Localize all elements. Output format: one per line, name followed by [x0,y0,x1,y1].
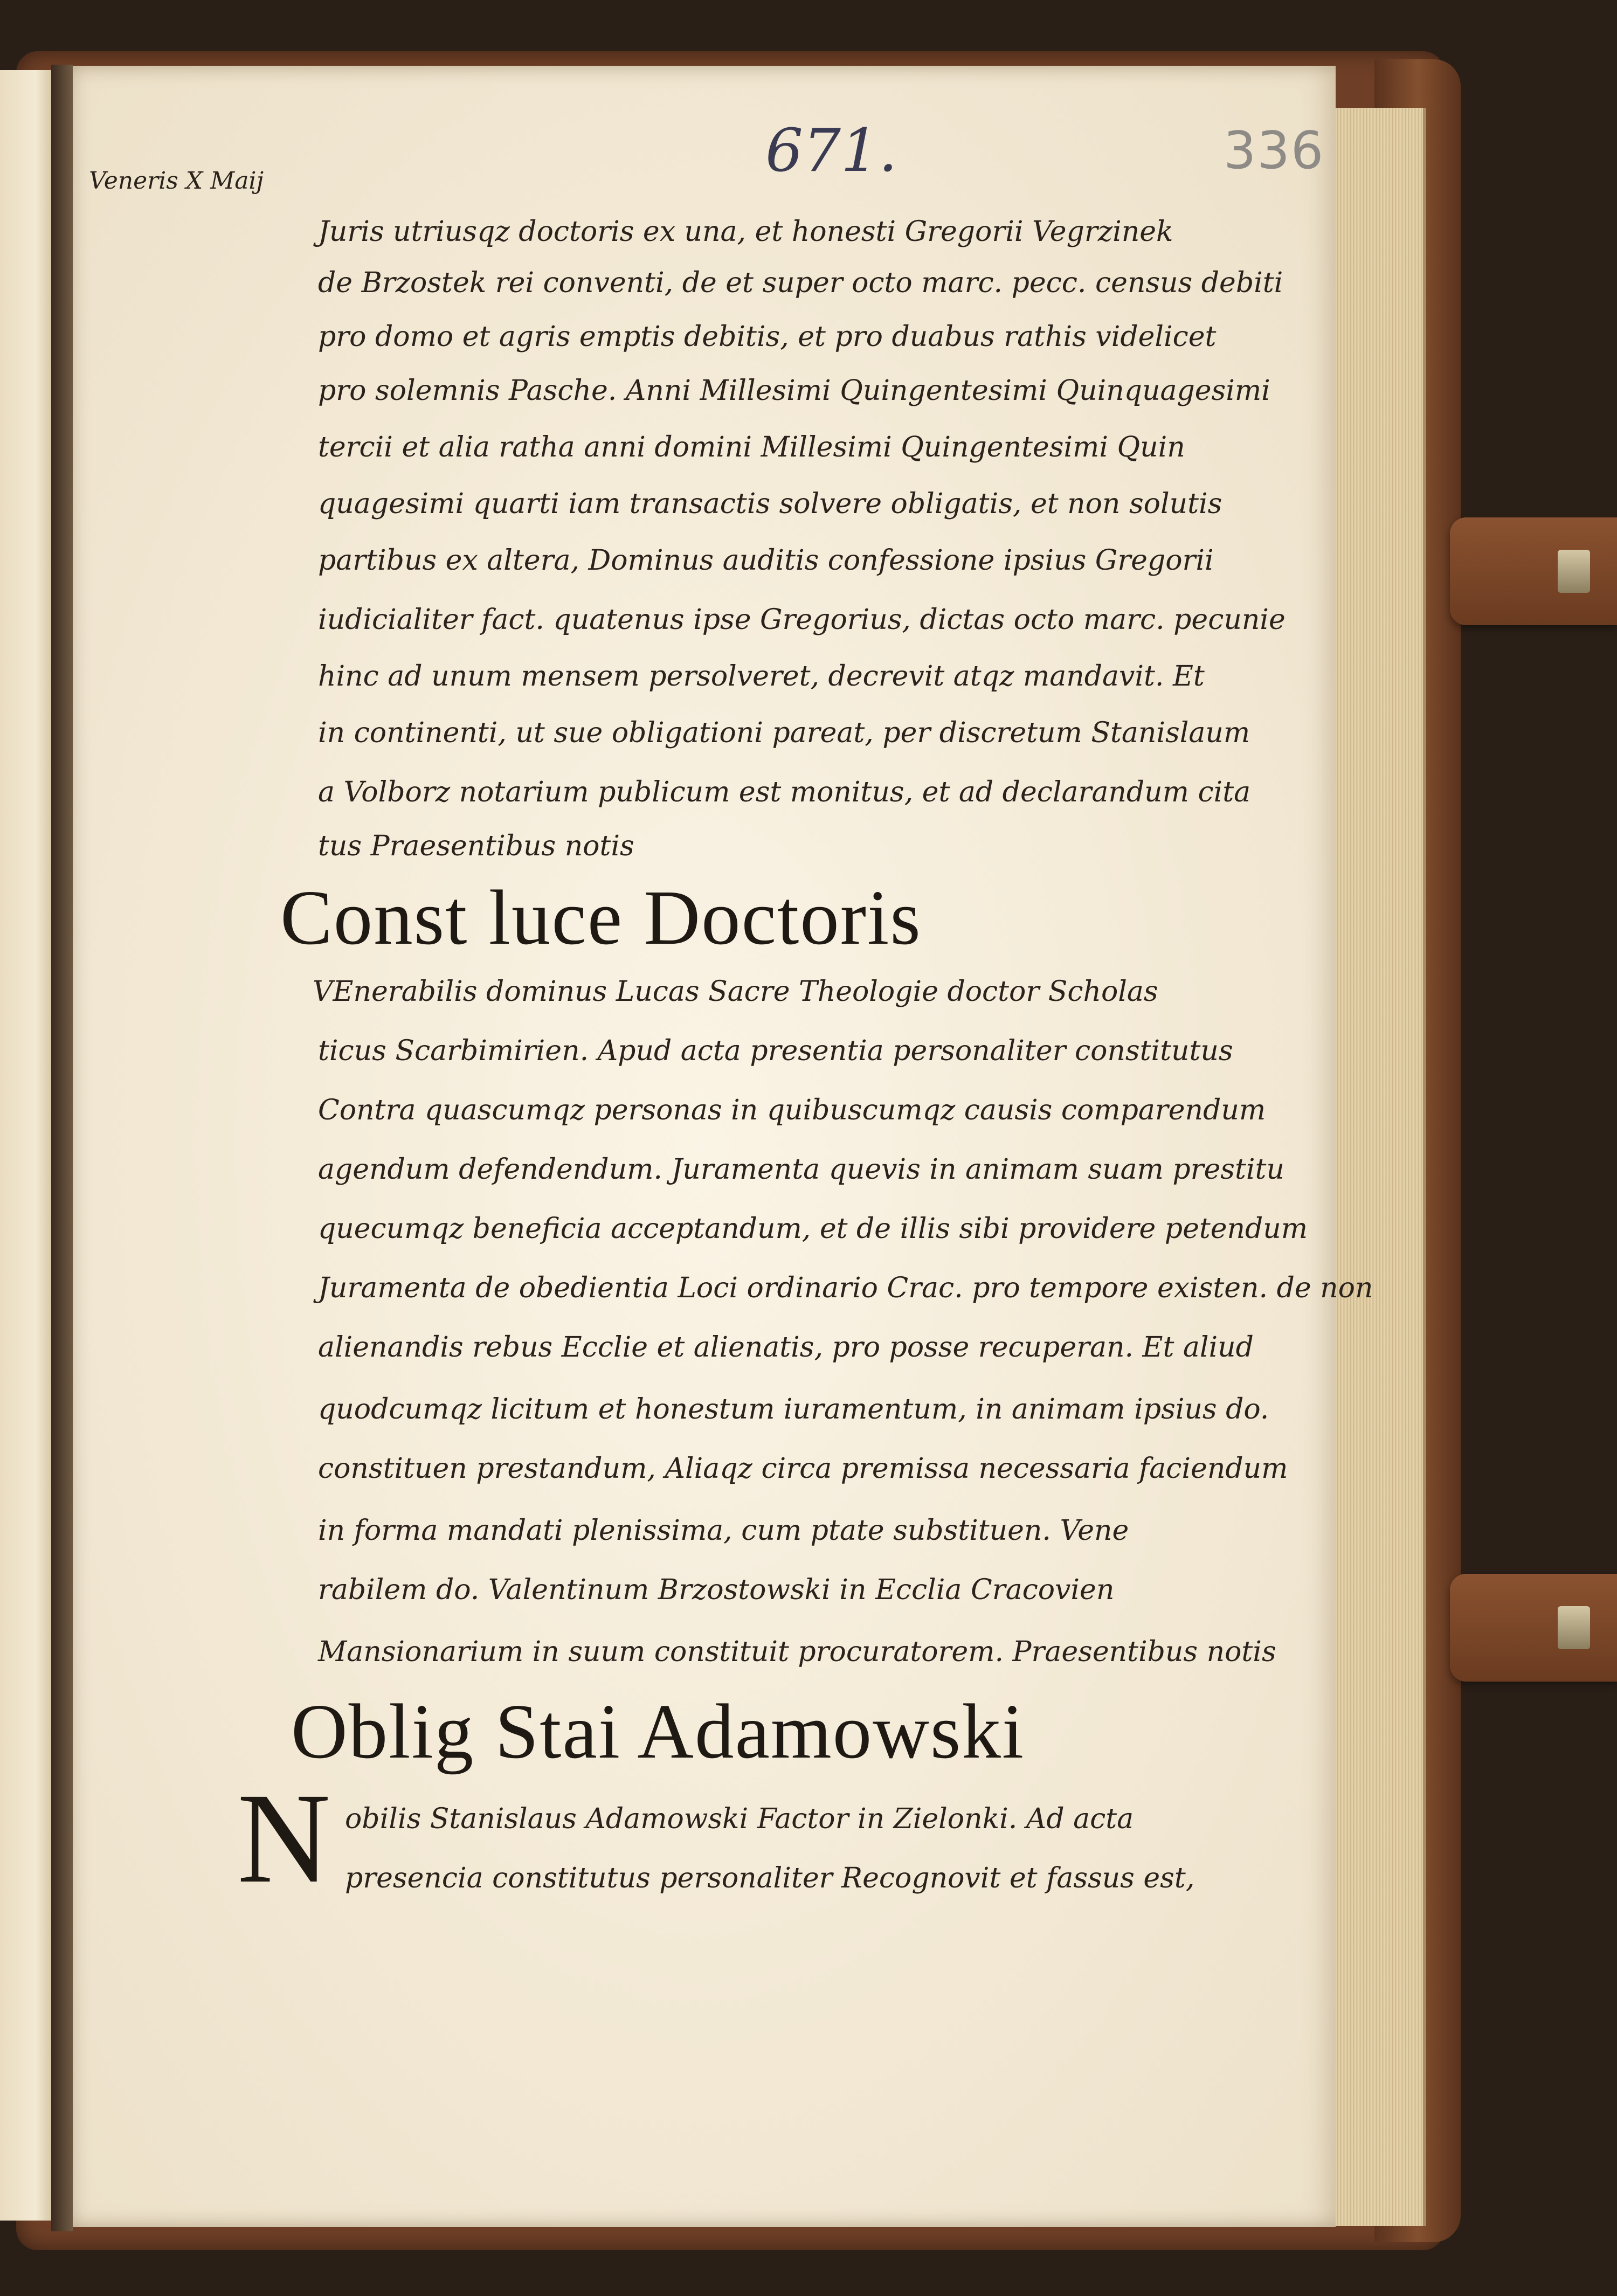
margin-date-note: Veneris X Maij [89,167,264,195]
text-line: rabilem do. Valentinum Brzostowski in Ecclia Cracovien [318,1574,1115,1606]
clasp-pin-icon [1558,1606,1590,1649]
decorated-initial: N [237,1766,331,1910]
heading-oblig-stai-adamowski: Oblig Stai Adamowski [291,1689,1025,1775]
page-edges [1331,108,1426,2226]
text-line: iudicialiter fact. quatenus ipse Gregorius, dictas octo marc. pecunie [318,604,1286,636]
text-line: quecumqz beneficia acceptandum, et de illis sibi providere petendum [318,1213,1308,1245]
text-line: in forma mandati plenissima, cum ptate substituen. Vene [318,1514,1129,1547]
folio-number-ink: 671. [765,116,897,185]
text-line: Juramenta de obedientia Loci ordinario Crac. pro tempore existen. de non [318,1272,1373,1304]
text-line: Juris utriusqz doctoris ex una, et honesti Gregorii Vegrzinek [318,216,1173,248]
text-line: de Brzostek rei conventi, de et super octo marc. pecc. census debiti [318,267,1283,299]
text-line: a Volborz notarium publicum est monitus, et ad declarandum cita [318,776,1251,808]
text-line: agendum defendendum. Juramenta quevis in animam suam prestitu [318,1153,1284,1186]
clasp-lower [1450,1574,1617,1682]
text-line: obilis Stanislaus Adamowski Factor in Zielonki. Ad acta [345,1803,1134,1835]
text-line: presencia constitutus personaliter Recognovit et fassus est, [345,1862,1195,1894]
text-line: tus Praesentibus notis [318,830,634,862]
heading-const-luce-doctoris: Const luce Doctoris [280,875,922,961]
text-line: in continenti, ut sue obligationi pareat, per discretum Stanislaum [318,717,1250,749]
text-line: Contra quascumqz personas in quibuscumqz causis comparendum [318,1094,1266,1126]
text-line: pro domo et agris emptis debitis, et pro duabus rathis videlicet [318,321,1217,353]
text-line: pro solemnis Pasche. Anni Millesimi Quingentesimi Quinquagesimi [318,375,1270,407]
binding-gutter [51,65,73,2231]
text-line: ticus Scarbimirien. Apud acta presentia personaliter constitutus [318,1035,1233,1067]
text-line: partibus ex altera, Dominus auditis confessione ipsius Gregorii [318,544,1214,577]
text-line: tercii et alia ratha anni domini Millesimi Quingentesimi Quin [318,431,1185,464]
text-line: quodcumqz licitum et honestum iuramentum, in animam ipsius do. [318,1393,1269,1426]
text-line: VEnerabilis dominus Lucas Sacre Theologie doctor Scholas [313,976,1158,1008]
text-line: alienandis rebus Ecclie et alienatis, pro posse recuperan. Et aliud [318,1331,1254,1364]
clasp-upper [1450,517,1617,625]
clasp-pin-icon [1558,550,1590,593]
text-line: Mansionarium in suum constituit procuratorem. Praesentibus notis [318,1636,1276,1668]
text-line: quagesimi quarti iam transactis solvere obligatis, et non solutis [318,488,1222,520]
folio-number-pencil: 336 [1224,121,1325,181]
text-line: constituen prestandum, Aliaqz circa premissa necessaria faciendum [318,1453,1288,1485]
text-line: hinc ad unum mensem persolveret, decrevit atqz mandavit. Et [318,660,1205,693]
